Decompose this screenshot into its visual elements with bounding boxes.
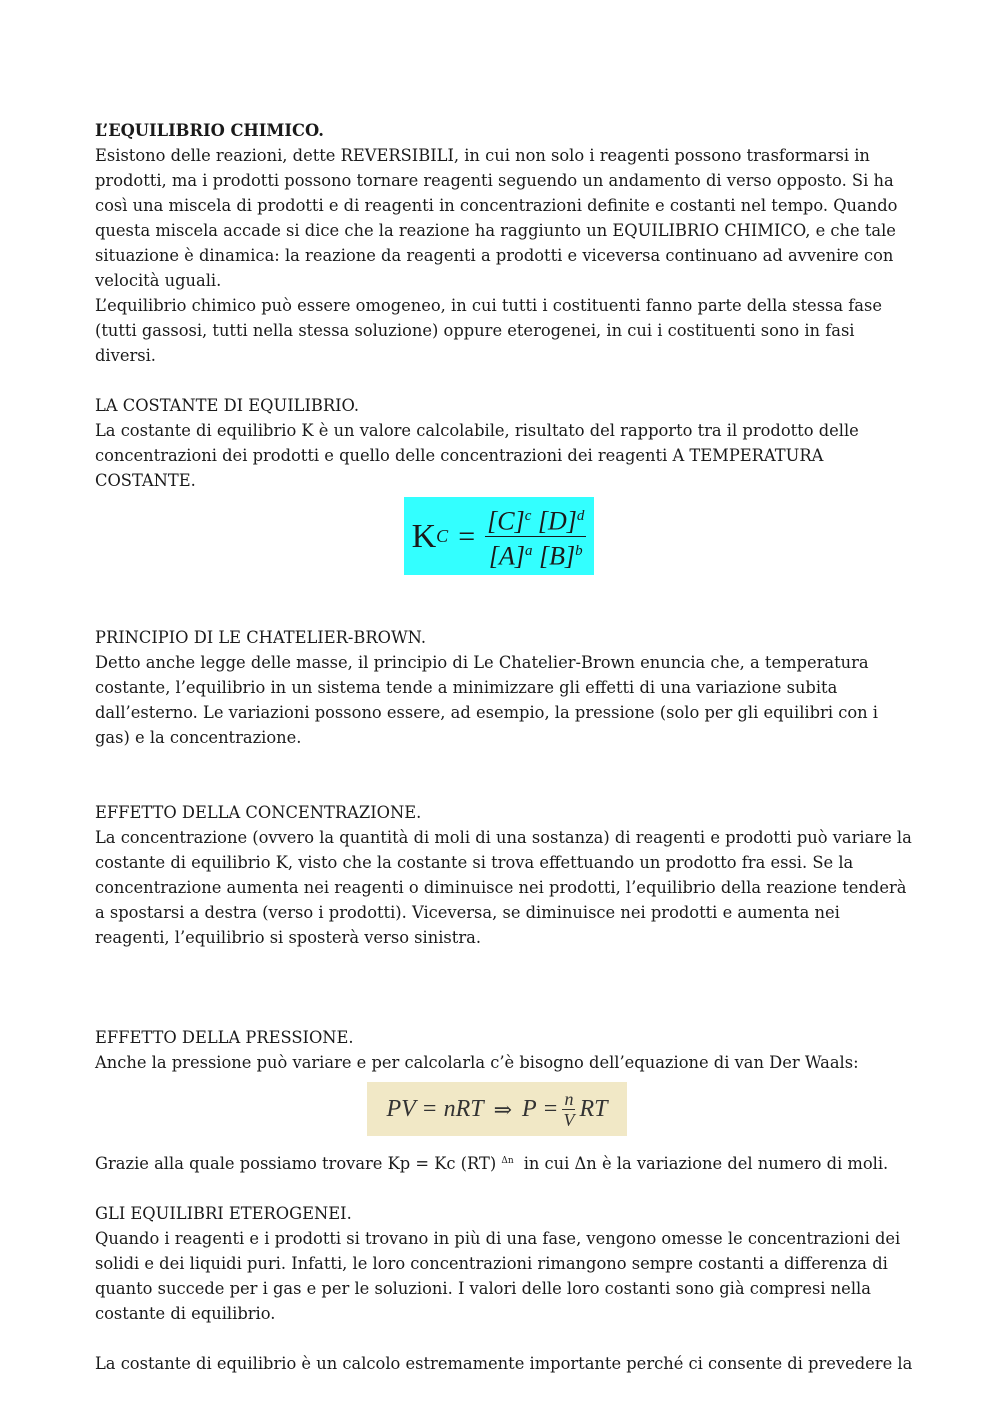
pv-formula-image (367, 1082, 627, 1136)
kc-numerator: $[C]^c$ $[D]^d$ (485, 504, 586, 537)
kc-equals: = (458, 519, 476, 553)
paragraph-homogeneous-heterogeneous: L’equilibrio chimico può essere omogeneo, in cui tutti i costituenti fanno parte della stessa fase (tutti gassosi, tutti nella stessa soluzione) oppure eterogenei, in cui i costituenti sono in fasi diversi. (95, 296, 883, 365)
section-title-equilibrio-chimico: L’EQUILIBRIO CHIMICO. (95, 121, 324, 140)
paragraph-kp-kc: Grazie alla quale possiamo trovare Kp = Kc (RT) $^{\Delta n}$ in cui Δn è la variazione del numero di moli. (95, 1154, 889, 1173)
pv-left: PV = nRT (386, 1095, 484, 1122)
implies-arrow: ⇒ (493, 1096, 513, 1122)
paragraph-le-chatelier: Detto anche legge delle masse, il principio di Le Chatelier-Brown enuncia che, a temperatura costante, l’equilibrio in un sistema tende a minimizzare gli effetti di una variazione subita dall’esterno. Le variazioni possono essere, ad esempio, la pressione (solo per gli equilibri con i gas) e la concentrazione. (95, 653, 879, 747)
pv-p: P = (522, 1095, 559, 1122)
section-title-le-chatelier: PRINCIPIO DI LE CHATELIER-BROWN. (95, 628, 427, 647)
kc-formula-image (404, 497, 594, 575)
kc-subscript: C (436, 525, 449, 546)
paragraph-effetto-pressione: Anche la pressione può variare e per calcolarla c’è bisogno dell’equazione di van Der Waals: (95, 1053, 859, 1072)
section-title-effetto-concentrazione: EFFETTO DELLA CONCENTRAZIONE. (95, 803, 422, 822)
paragraph-equilibri-eterogenei: Quando i reagenti e i prodotti si trovano in più di una fase, vengono omesse le concentrazioni dei solidi e dei liquidi puri. Infatti, le loro concentrazioni rimangono sempre costanti a differenza di quanto succede per i gas e per le soluzioni. I valori delle loro costanti sono già compresi nella costante di equilibrio. (95, 1229, 901, 1323)
pv-fraction: $\frac{n}{V}$ (563, 1088, 575, 1130)
paragraph-closing: La costante di equilibrio è un calcolo estremamente importante perché ci consente di prevedere la (95, 1354, 913, 1373)
kc-denominator: $[A]^a$ $[B]^b$ (488, 541, 583, 571)
section-title-effetto-pressione: EFFETTO DELLA PRESSIONE. (95, 1028, 354, 1047)
kc-k: K (411, 517, 437, 555)
paragraph-costante-equilibrio: La costante di equilibrio K è un valore calcolabile, risultato del rapporto tra il prodotto delle concentrazioni dei prodotti e quello delle concentrazioni dei reagenti A TEMPERATURA COSTANTE. (95, 421, 859, 490)
section-title-costante-equilibrio: LA COSTANTE DI EQUILIBRIO. (95, 396, 360, 415)
paragraph-reversible-reactions: Esistono delle reazioni, dette REVERSIBILI, in cui non solo i reagenti possono trasformarsi in prodotti, ma i prodotti possono tornare reagenti seguendo un andamento di verso opposto. Si ha così una miscela di prodotti e di reagenti in concentrazioni definite e costanti nel tempo. Quando questa miscela accade si dice che la reazione ha raggiunto un EQUILIBRIO CHIMICO, e che tale situazione è dinamica: la reazione da reagenti a prodotti e viceversa continuano ad avvenire con velocità uguali. (95, 146, 898, 290)
section-title-equilibri-eterogenei: GLI EQUILIBRI ETEROGENEI. (95, 1204, 352, 1223)
kc-fraction (485, 504, 586, 571)
pv-rt: RT (579, 1095, 608, 1122)
document-body (95, 118, 915, 1376)
paragraph-effetto-concentrazione: La concentrazione (ovvero la quantità di moli di una sostanza) di reagenti e prodotti può variare la costante di equilibrio K, visto che la costante si trova effettuando un prodotto fra essi. Se la concentrazione aumenta nei reagenti o diminuisce nei prodotti, l’equilibrio della reazione tenderà a spostarsi a destra (verso i prodotti). Viceversa, se diminuisce nei prodotti e aumenta nei reagenti, l’equilibrio si sposterà verso sinistra. (95, 828, 912, 947)
delta-n-superscript: Δn (501, 1156, 514, 1166)
